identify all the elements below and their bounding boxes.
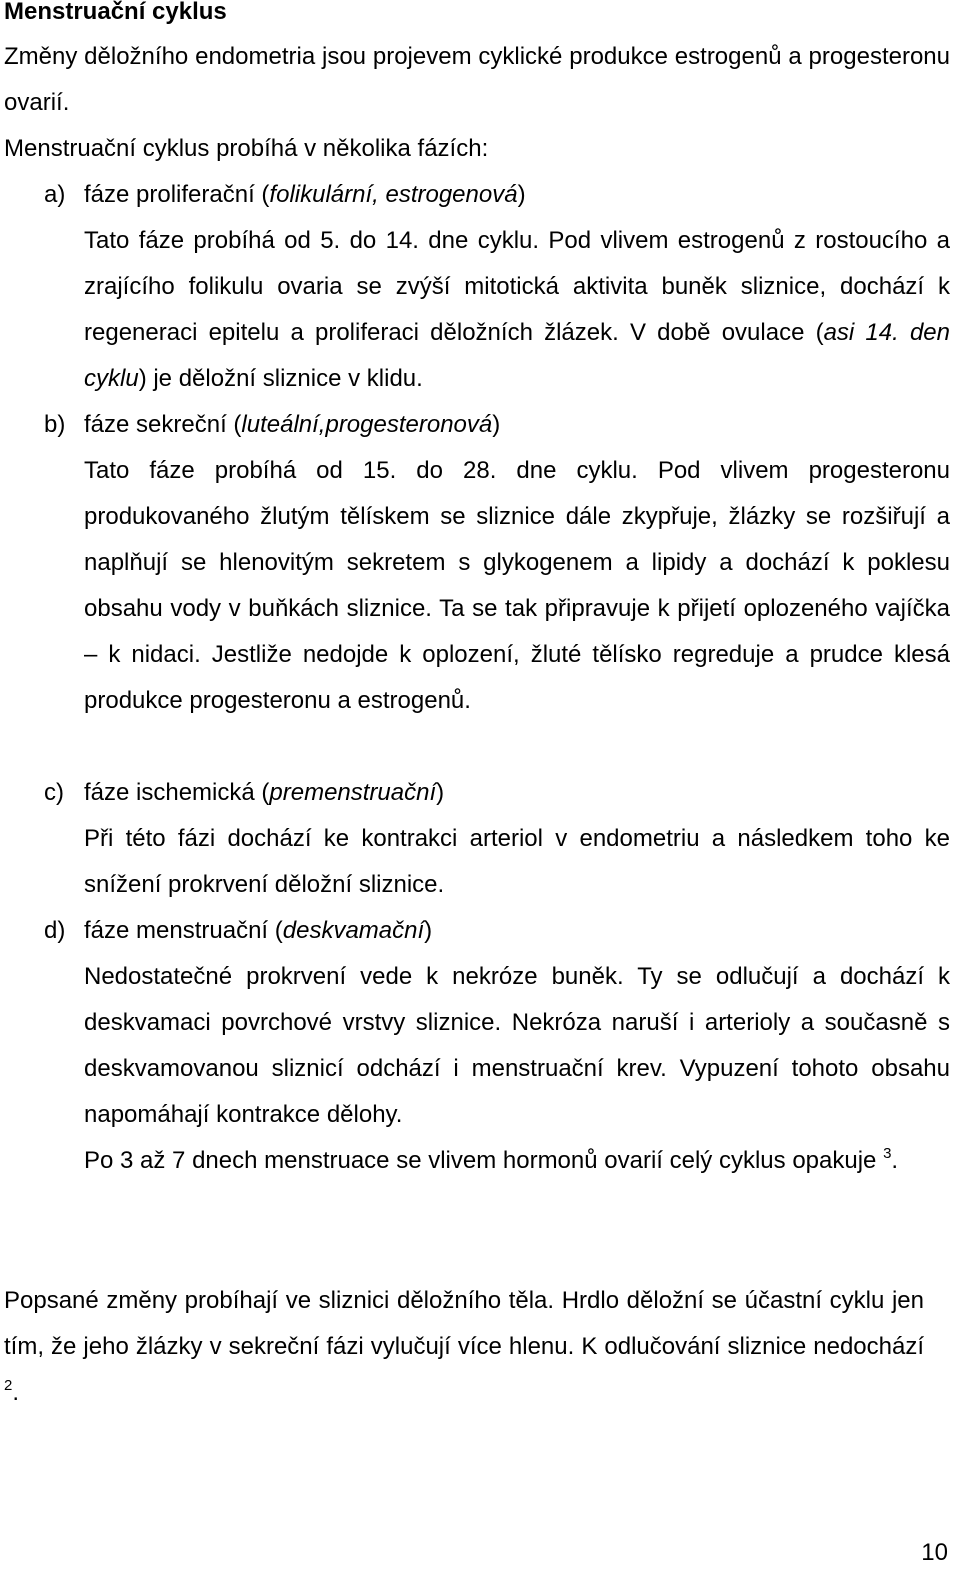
phase-c-body: Při této fázi dochází ke kontrakci arteriol v endometriu a následkem toho ke snížení prokrvení děložní sliznice.	[84, 825, 950, 898]
phase-b-body: Tato fáze probíhá od 15. do 28. dne cyklu. Pod vlivem progesteronu produkovaného žlutým tělískem se sliznice dále zkypřuje, žlázky se rozšiřují a naplňují se hlenovitým sekretem s glykogenem a lipidy a dochází k poklesu obsahu vody v buňkách sliznice. Ta se tak připravuje k přijetí oplozeného vajíčka – k nidaci. Jestliže nedojde k oplození, žluté tělísko regreduje a prudce klesá produkce progesteronu a estrogenů.	[84, 457, 950, 714]
phase-a-heading	[44, 172, 526, 218]
phase-d-text-2: Po 3 až 7 dnech menstruace se vlivem hormonů ovarií celý cyklus opakuje	[84, 1147, 884, 1174]
phase-b-name: fáze sekreční (	[84, 411, 242, 438]
phase-b-heading	[44, 402, 500, 448]
phase-c-name: fáze ischemická (	[84, 779, 270, 806]
phase-c-close: )	[436, 779, 445, 806]
phase-b-close: )	[492, 411, 501, 438]
phase-d-body: Nedostatečné prokrvení vede k nekróze buněk. Ty se odlučují a dochází k deskvamaci povrchové vrstvy sliznice. Nekróza naruší i arterioly a současně s deskvamovanou sliznicí odchází i menstruační krev. Vypuzení tohoto obsahu napomáhají kontrakce dělohy.	[84, 963, 950, 1128]
phase-c-heading	[44, 770, 444, 816]
closing-text: Popsané změny probíhají ve sliznici děložního těla. Hrdlo děložní se účastní cyklu jen tím, že jeho žlázky v sekreční fázi vylučují více hlenu. K odlučování sliznice nedochází	[4, 1287, 924, 1360]
phase-a-close: )	[517, 181, 526, 208]
intro-list-lead: Menstruační cyklus probíhá v několika fázích:	[4, 135, 489, 162]
page-number: 10	[921, 1539, 948, 1566]
phase-a-italic: asi 14. den cyklu	[84, 319, 950, 392]
citation-ref-2: 2	[4, 1377, 13, 1394]
section-title: Menstruační cyklus	[4, 0, 227, 25]
phase-d-marker: d)	[44, 917, 66, 944]
closing-paragraph	[4, 1278, 924, 1416]
phase-c-alt-name: premenstruační	[269, 779, 437, 806]
phase-a-name: fáze proliferační (	[84, 181, 270, 208]
closing-text-end: .	[12, 1379, 20, 1406]
intro-paragraph: Změny děložního endometria jsou projevem cyklické produkce estrogenů a progesteronu ovarií.	[4, 43, 950, 116]
phase-d-body-2	[84, 1138, 950, 1184]
phase-a-alt-name: folikulární, estrogenová	[269, 181, 518, 208]
phase-a-text: Tato fáze probíhá od 5. do 14. dne cyklu. Pod vlivem estrogenů z rostoucího a zrajícího folikulu ovaria se zvýší mitotická aktivita buněk sliznice, dochází k regeneraci epitelu a proliferaci děložních žlázek. V době ovulace (	[84, 227, 950, 346]
phase-a-text-end: ) je děložní sliznice v klidu.	[138, 365, 423, 392]
citation-ref-3: 3	[883, 1145, 892, 1162]
phase-a-marker: a)	[44, 181, 66, 208]
phase-b-marker: b)	[44, 411, 66, 438]
phase-b-alt-name: luteální,progesteronová	[241, 411, 493, 438]
phase-d-alt-name: deskvamační	[282, 917, 425, 944]
phase-d-close: )	[424, 917, 433, 944]
phase-d-text-2-end: .	[891, 1147, 899, 1174]
phase-d-heading	[44, 908, 432, 954]
phase-d-name: fáze menstruační (	[84, 917, 283, 944]
phase-a-body	[84, 218, 950, 402]
phase-c-marker: c)	[44, 779, 64, 806]
